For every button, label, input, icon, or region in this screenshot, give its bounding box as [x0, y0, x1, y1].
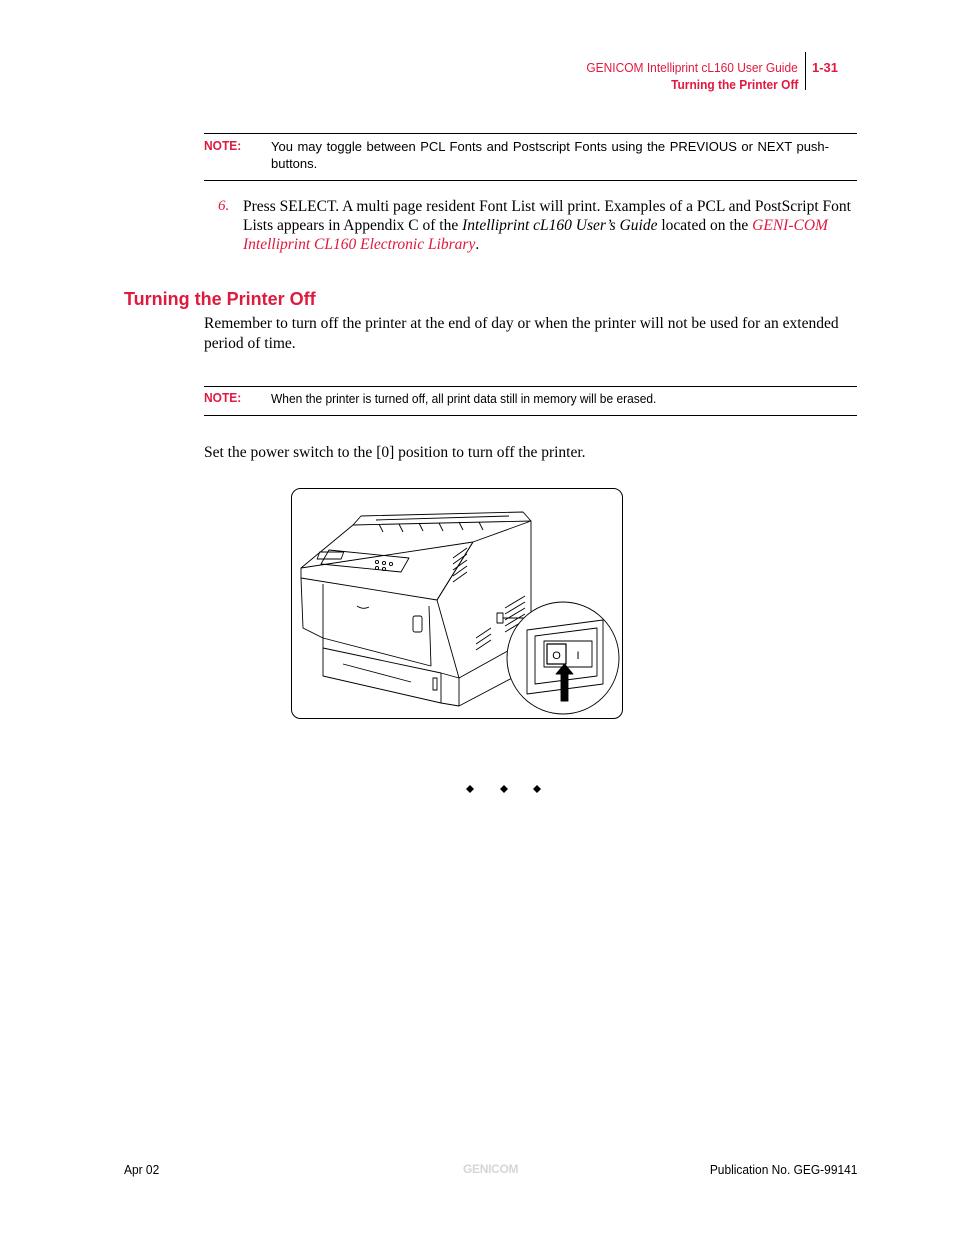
step-text-part: . [475, 236, 480, 253]
note-label: NOTE: [204, 138, 242, 153]
section-intro: Remember to turn off the printer at the end of day or when the printer will not be used for an extended period of time. [204, 315, 839, 352]
diamond-mark [533, 785, 541, 793]
header-divider [805, 52, 806, 90]
footer-publication-number: Publication No. GEG-99141 [709, 1162, 857, 1177]
printer-power-switch-figure [291, 488, 623, 719]
note-box-memory [204, 386, 857, 416]
diamond-mark [466, 785, 474, 793]
note-text: You may toggle between PCL Fonts and Postscript Fonts using the PREVIOUS or NEXT push-buttons. [271, 139, 829, 171]
step-text-part: Press SELECT. A multi page resident Font List will print. Examples of a PCL and PostScript Font Lists appears in Appendix C of the [243, 198, 851, 234]
header-doc-title: GENICOM Intelliprint cL160 User Guide [586, 60, 798, 75]
step-text-part: located on the [657, 217, 753, 234]
electronic-library-link[interactable]: GENI-COM Intelliprint CL160 Electronic Library [243, 217, 828, 253]
note-label: NOTE: [204, 390, 242, 405]
section-end-marks [466, 782, 546, 796]
footer-watermark-logo: GENICOM [463, 1162, 519, 1176]
page-number: 1-31 [812, 60, 839, 75]
book-title: Intelliprint cL160 User’s Guide [462, 217, 658, 234]
step-6-text [243, 197, 857, 254]
header-section-title: Turning the Printer Off [670, 77, 798, 92]
diamond-mark [500, 785, 508, 793]
section-title: Turning the Printer Off [124, 289, 316, 309]
power-switch-instruction: Set the power switch to the [0] position to turn off the printer. [204, 444, 586, 461]
footer-date: Apr 02 [124, 1162, 160, 1177]
switch-off-symbol: O [552, 650, 561, 662]
note-box-fonts [204, 133, 857, 181]
note-text: When the printer is turned off, all print data still in memory will be erased. [271, 391, 657, 406]
printer-illustration [291, 488, 623, 719]
step-number: 6. [218, 198, 230, 214]
switch-on-symbol: I [576, 650, 580, 662]
